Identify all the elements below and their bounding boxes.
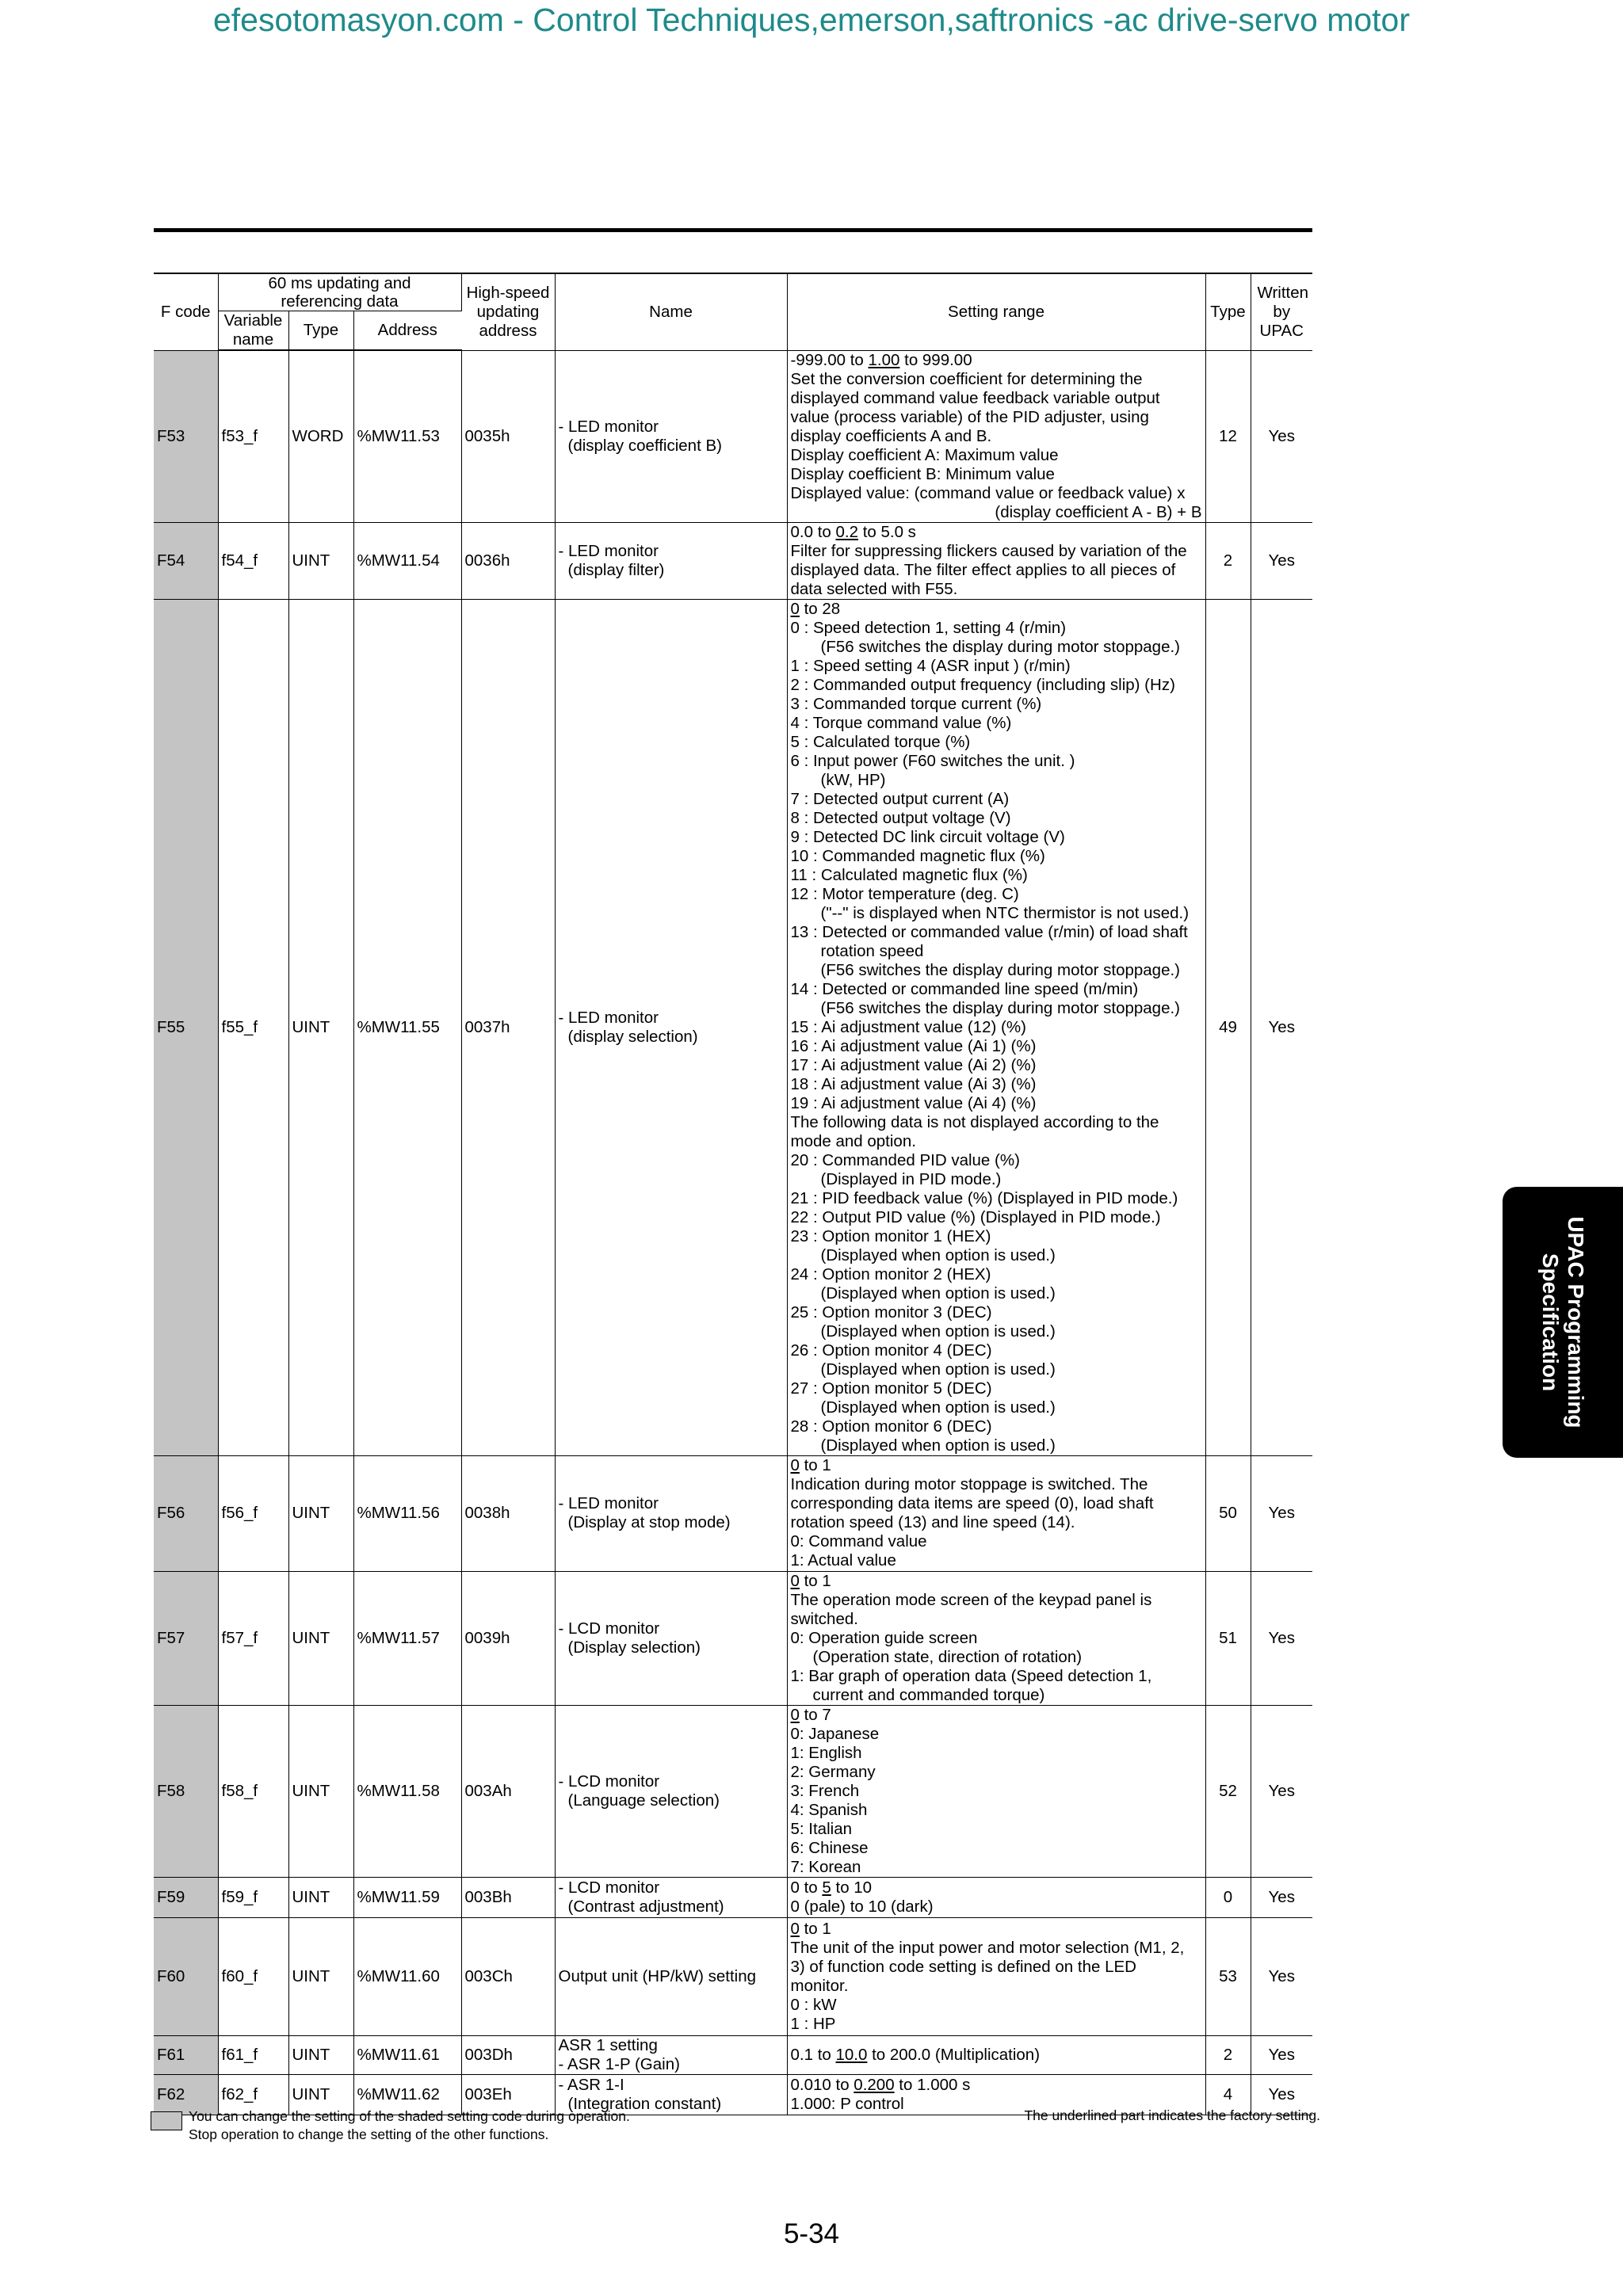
setting-range-line: 0 to 1: [790, 1456, 831, 1474]
header-fcode: F code: [154, 273, 218, 350]
name-cell: [555, 1705, 787, 1877]
setting-range-line: 6: Chinese: [790, 1838, 869, 1857]
setting-range-line: 12 : Motor temperature (deg. C): [790, 884, 1019, 903]
high-speed-address-cell: 003Dh: [461, 2035, 555, 2074]
fcode-cell: F61: [154, 2035, 218, 2074]
setting-range-line: 4 : Torque command value (%): [790, 713, 1012, 732]
name-line: (Display at stop mode): [567, 1513, 731, 1531]
setting-range-line: Set the conversion coefficient for determining the: [790, 369, 1143, 388]
address-cell: %MW11.62: [353, 2074, 461, 2115]
setting-range-line: (Operation state, direction of rotation): [812, 1647, 1083, 1666]
site-header[interactable]: efesotomasyon.com - Control Techniques,emerson,saftronics -ac drive-servo motor: [212, 2, 1411, 38]
setting-range-line: 2: Germany: [790, 1762, 876, 1781]
high-speed-address-cell: 003Eh: [461, 2074, 555, 2115]
setting-range-line: Display coefficient A: Maximum value: [790, 445, 1059, 464]
name-line: - ASR 1-I: [558, 2075, 624, 2094]
fcode-cell: F55: [154, 599, 218, 1455]
setting-range-line: (F56 switches the display during motor stoppage.): [820, 998, 1181, 1017]
setting-range-line: (Displayed when option is used.): [820, 1360, 1056, 1379]
name-cell: [555, 522, 787, 599]
table-row: [154, 1917, 1312, 2035]
name-line: - LED monitor: [558, 541, 659, 560]
setting-range-line: -999.00 to 1.00 to 999.00: [790, 350, 972, 369]
high-speed-address-cell: 003Ch: [461, 1917, 555, 2035]
setting-range-line: 7: Korean: [790, 1857, 861, 1876]
variable-name-cell: f55_f: [218, 599, 288, 1455]
table-row: [154, 599, 1312, 1455]
name-cell: [555, 1455, 787, 1571]
setting-range-line: 1: English: [790, 1743, 862, 1762]
setting-range-line: 6 : Input power (F60 switches the unit. ): [790, 751, 1075, 770]
setting-range-line: 0 : Speed detection 1, setting 4 (r/min): [790, 618, 1067, 637]
written-by-upac-cell: Yes: [1251, 1455, 1312, 1571]
address-cell: %MW11.59: [353, 1877, 461, 1917]
legend-line-2: Stop operation to change the setting of the other functions.: [189, 2126, 549, 2142]
setting-range-line: 0: Command value: [790, 1532, 927, 1550]
setting-range-line: (Displayed when option is used.): [820, 1436, 1056, 1455]
setting-range-line: ("--" is displayed when NTC thermistor is not used.): [820, 903, 1190, 922]
setting-range-line: 3 : Commanded torque current (%): [790, 694, 1042, 713]
written-by-upac-cell: Yes: [1251, 1917, 1312, 2035]
setting-range-line: 28 : Option monitor 6 (DEC): [790, 1417, 992, 1436]
setting-range-line: 20 : Commanded PID value (%): [790, 1150, 1020, 1169]
setting-range-line: Filter for suppressing flickers caused by variation of the: [790, 541, 1187, 560]
setting-range-cell: [787, 1877, 1205, 1917]
setting-range-line: 22 : Output PID value (%) (Displayed in PID mode.): [790, 1207, 1161, 1226]
setting-range-line: (Displayed when option is used.): [820, 1398, 1056, 1417]
setting-range-line: 8 : Detected output voltage (V): [790, 808, 1011, 827]
type-cell: WORD: [288, 350, 353, 522]
setting-range-line: 0: Operation guide screen: [790, 1628, 978, 1647]
type-cell: UINT: [288, 2035, 353, 2074]
name-line: - ASR 1-P (Gain): [558, 2054, 680, 2073]
setting-range-line: displayed data. The filter effect applies to all pieces of: [790, 560, 1176, 579]
variable-name-cell: f58_f: [218, 1705, 288, 1877]
setting-range-line: 1.000: P control: [790, 2094, 904, 2113]
name-line: - LED monitor: [558, 417, 659, 436]
setting-range-line: 15 : Ai adjustment value (12) (%): [790, 1017, 1026, 1036]
name-line: - LED monitor: [558, 1494, 659, 1512]
variable-name-cell: f60_f: [218, 1917, 288, 2035]
setting-range-line: rotation speed (13) and line speed (14).: [790, 1513, 1075, 1531]
setting-range-line: monitor.: [790, 1976, 849, 1995]
setting-range-line: The operation mode screen of the keypad panel is: [790, 1590, 1152, 1609]
setting-range-line: 0: Japanese: [790, 1724, 880, 1743]
setting-range-cell: [787, 1455, 1205, 1571]
setting-range-line: data selected with F55.: [790, 579, 958, 598]
setting-range-line: 1: Actual value: [790, 1551, 896, 1569]
setting-range-line: 11 : Calculated magnetic flux (%): [790, 865, 1028, 884]
type-cell: UINT: [288, 1571, 353, 1705]
setting-range-line: 4: Spanish: [790, 1800, 868, 1819]
name-line: (Language selection): [567, 1791, 720, 1810]
written-by-upac-cell: Yes: [1251, 599, 1312, 1455]
name-cell: [555, 599, 787, 1455]
address-cell: %MW11.56: [353, 1455, 461, 1571]
setting-range-line: 5 : Calculated torque (%): [790, 732, 971, 751]
written-by-upac-cell: Yes: [1251, 1705, 1312, 1877]
setting-range-line: (Displayed when option is used.): [820, 1283, 1056, 1302]
address-cell: %MW11.57: [353, 1571, 461, 1705]
setting-range-line: (Displayed when option is used.): [820, 1322, 1056, 1341]
header-type-code: Type: [1205, 273, 1251, 350]
side-tab-label: UPAC Programming Specification: [1538, 1216, 1588, 1428]
top-rule: [154, 228, 1312, 232]
written-by-upac-cell: Yes: [1251, 2074, 1312, 2115]
setting-range-line: 10 : Commanded magnetic flux (%): [790, 846, 1045, 865]
type-cell: UINT: [288, 1877, 353, 1917]
setting-range-line: 3) of function code setting is defined on the LED: [790, 1957, 1136, 1976]
name-line: (display coefficient B): [567, 436, 722, 455]
variable-name-cell: f53_f: [218, 350, 288, 522]
setting-range-line: 21 : PID feedback value (%) (Displayed in PID mode.): [790, 1188, 1178, 1207]
section-side-tab[interactable]: [1503, 1187, 1623, 1458]
written-by-upac-cell: Yes: [1251, 1571, 1312, 1705]
table-row: [154, 522, 1312, 599]
type-code-cell: 2: [1205, 522, 1251, 599]
high-speed-address-cell: 0035h: [461, 350, 555, 522]
header-high-speed: High-speed updating address: [461, 273, 555, 350]
setting-range-line: 5: Italian: [790, 1819, 852, 1838]
setting-range-cell: [787, 599, 1205, 1455]
address-cell: %MW11.55: [353, 599, 461, 1455]
setting-range-line: 18 : Ai adjustment value (Ai 3) (%): [790, 1074, 1037, 1093]
type-code-cell: 50: [1205, 1455, 1251, 1571]
type-code-cell: 12: [1205, 350, 1251, 522]
header-type: Type: [288, 311, 353, 351]
setting-range-line: (Displayed when option is used.): [820, 1245, 1056, 1264]
name-line: - LCD monitor: [558, 1878, 660, 1897]
variable-name-cell: f56_f: [218, 1455, 288, 1571]
written-by-upac-cell: Yes: [1251, 522, 1312, 599]
variable-name-cell: f54_f: [218, 522, 288, 599]
setting-range-line: 0 to 5 to 10: [790, 1878, 873, 1897]
table-row: [154, 1877, 1312, 1917]
high-speed-address-cell: 003Ah: [461, 1705, 555, 1877]
setting-range-line: 13 : Detected or commanded value (r/min) of load shaft: [790, 922, 1188, 941]
fcode-cell: F62: [154, 2074, 218, 2115]
setting-range-cell: [787, 2035, 1205, 2074]
variable-name-cell: f57_f: [218, 1571, 288, 1705]
name-line: ASR 1 setting: [558, 2035, 658, 2054]
header-setting-range: Setting range: [787, 273, 1205, 350]
setting-range-line: (display coefficient A - B) + B: [995, 502, 1202, 521]
setting-range-line: 0.010 to 0.200 to 1.000 s: [790, 2075, 971, 2094]
setting-range-line: Indication during motor stoppage is switched. The: [790, 1475, 1148, 1493]
setting-range-line: 7 : Detected output current (A): [790, 789, 1010, 808]
name-cell: [555, 1877, 787, 1917]
table-row: [154, 350, 1312, 522]
header-variable-name: Variable name: [218, 311, 288, 351]
setting-range-line: rotation speed: [820, 941, 924, 960]
type-cell: UINT: [288, 1705, 353, 1877]
type-code-cell: 51: [1205, 1571, 1251, 1705]
variable-name-cell: f59_f: [218, 1877, 288, 1917]
setting-range-line: 0 : kW: [790, 1995, 837, 2014]
header-written: Written by UPAC: [1251, 273, 1312, 350]
written-by-upac-cell: Yes: [1251, 1877, 1312, 1917]
type-cell: UINT: [288, 599, 353, 1455]
setting-range-line: current and commanded torque): [812, 1685, 1045, 1704]
setting-range-line: 17 : Ai adjustment value (Ai 2) (%): [790, 1055, 1037, 1074]
variable-name-cell: f61_f: [218, 2035, 288, 2074]
variable-name-cell: f62_f: [218, 2074, 288, 2115]
name-cell: [555, 1917, 787, 2035]
fcode-cell: F58: [154, 1705, 218, 1877]
function-code-table: [154, 273, 1312, 2115]
header-address: Address: [353, 311, 461, 351]
setting-range-line: 0 to 1: [790, 1571, 831, 1590]
setting-range-line: (kW, HP): [820, 770, 886, 789]
setting-range-line: switched.: [790, 1609, 858, 1628]
type-code-cell: 4: [1205, 2074, 1251, 2115]
fcode-cell: F57: [154, 1571, 218, 1705]
address-cell: %MW11.60: [353, 1917, 461, 2035]
table-row: [154, 1455, 1312, 1571]
legend-line-1: You can change the setting of the shaded setting code during operation.: [189, 2108, 630, 2124]
high-speed-address-cell: 0039h: [461, 1571, 555, 1705]
setting-range-line: 1 : Speed setting 4 (ASR input ) (r/min): [790, 656, 1071, 675]
setting-range-cell: [787, 350, 1205, 522]
shade-legend-swatch: [151, 2111, 182, 2130]
setting-range-line: mode and option.: [790, 1131, 916, 1150]
setting-range-line: (F56 switches the display during motor stoppage.): [820, 637, 1181, 656]
address-cell: %MW11.61: [353, 2035, 461, 2074]
setting-range-line: 25 : Option monitor 3 (DEC): [790, 1302, 992, 1322]
setting-range-line: 2 : Commanded output frequency (including slip) (Hz): [790, 675, 1175, 694]
setting-range-line: (F56 switches the display during motor stoppage.): [820, 960, 1181, 979]
name-line: (display selection): [567, 1027, 698, 1046]
table-row: [154, 1571, 1312, 1705]
written-by-upac-cell: Yes: [1251, 2035, 1312, 2074]
table-row: [154, 2035, 1312, 2074]
type-code-cell: 52: [1205, 1705, 1251, 1877]
setting-range-line: 0.0 to 0.2 to 5.0 s: [790, 522, 916, 541]
setting-range-line: 24 : Option monitor 2 (HEX): [790, 1264, 991, 1283]
setting-range-line: 1 : HP: [790, 2014, 836, 2033]
type-cell: UINT: [288, 522, 353, 599]
setting-range-line: The unit of the input power and motor selection (M1, 2,: [790, 1938, 1185, 1957]
setting-range-line: 26 : Option monitor 4 (DEC): [790, 1341, 992, 1360]
type-cell: UINT: [288, 2074, 353, 2115]
type-cell: UINT: [288, 1455, 353, 1571]
setting-range-cell: [787, 1917, 1205, 2035]
type-code-cell: 2: [1205, 2035, 1251, 2074]
table-row: [154, 1705, 1312, 1877]
shade-legend-text: [189, 2107, 630, 2144]
setting-range-line: 0.1 to 10.0 to 200.0 (Multiplication): [790, 2045, 1041, 2064]
written-by-upac-cell: Yes: [1251, 350, 1312, 522]
name-cell: [555, 2035, 787, 2074]
setting-range-line: 0 (pale) to 10 (dark): [790, 1897, 934, 1916]
high-speed-address-cell: 0038h: [461, 1455, 555, 1571]
fcode-cell: F54: [154, 522, 218, 599]
setting-range-line: 9 : Detected DC link circuit voltage (V): [790, 827, 1065, 846]
setting-range-line: Display coefficient B: Minimum value: [790, 464, 1055, 483]
type-code-cell: 49: [1205, 599, 1251, 1455]
name-line: (Contrast adjustment): [567, 1897, 724, 1916]
fcode-cell: F60: [154, 1917, 218, 2035]
factory-setting-note: The underlined part indicates the factory setting.: [1024, 2107, 1320, 2123]
high-speed-address-cell: 0037h: [461, 599, 555, 1455]
header-name: Name: [555, 273, 787, 350]
setting-range-cell: [787, 522, 1205, 599]
name-line: (Display selection): [567, 1638, 701, 1657]
name-line: (Integration constant): [567, 2094, 722, 2113]
setting-range-line: 0 to 1: [790, 1919, 831, 1938]
setting-range-line: displayed command value feedback variable output: [790, 388, 1160, 407]
page-number: 5-34: [783, 2218, 840, 2249]
type-code-cell: 0: [1205, 1877, 1251, 1917]
setting-range-line: 3: French: [790, 1781, 860, 1800]
address-cell: %MW11.53: [353, 350, 461, 522]
fcode-cell: F59: [154, 1877, 218, 1917]
setting-range-line: (Displayed in PID mode.): [820, 1169, 1002, 1188]
high-speed-address-cell: 003Bh: [461, 1877, 555, 1917]
name-cell: [555, 1571, 787, 1705]
name-line: - LCD monitor: [558, 1772, 660, 1791]
setting-range-line: 19 : Ai adjustment value (Ai 4) (%): [790, 1093, 1037, 1112]
address-cell: %MW11.54: [353, 522, 461, 599]
setting-range-line: value (process variable) of the PID adjuster, using: [790, 407, 1149, 426]
fcode-cell: F53: [154, 350, 218, 522]
setting-range-cell: [787, 1571, 1205, 1705]
high-speed-address-cell: 0036h: [461, 522, 555, 599]
setting-range-cell: [787, 1705, 1205, 1877]
setting-range-line: 16 : Ai adjustment value (Ai 1) (%): [790, 1036, 1037, 1055]
type-cell: UINT: [288, 1917, 353, 2035]
type-code-cell: 53: [1205, 1917, 1251, 2035]
name-line: (display filter): [567, 560, 665, 579]
setting-range-line: corresponding data items are speed (0), load shaft: [790, 1494, 1154, 1512]
setting-range-line: 0 to 7: [790, 1705, 831, 1724]
header-group: 60 ms updating and referencing data: [218, 273, 461, 311]
setting-range-line: 0 to 28: [790, 599, 841, 618]
setting-range-line: 27 : Option monitor 5 (DEC): [790, 1379, 992, 1398]
name-line: - LED monitor: [558, 1008, 659, 1027]
setting-range-line: display coefficients A and B.: [790, 426, 992, 445]
name-line: - LCD monitor: [558, 1619, 660, 1638]
setting-range-line: 23 : Option monitor 1 (HEX): [790, 1226, 991, 1245]
setting-range-line: 1: Bar graph of operation data (Speed detection 1,: [790, 1666, 1152, 1685]
setting-range-line: 14 : Detected or commanded line speed (m/min): [790, 979, 1139, 998]
setting-range-line: Displayed value: (command value or feedback value) x: [790, 483, 1186, 502]
fcode-cell: F56: [154, 1455, 218, 1571]
name-line: Output unit (HP/kW) setting: [558, 1966, 757, 1985]
name-cell: [555, 350, 787, 522]
setting-range-line: The following data is not displayed according to the: [790, 1112, 1159, 1131]
address-cell: %MW11.58: [353, 1705, 461, 1877]
